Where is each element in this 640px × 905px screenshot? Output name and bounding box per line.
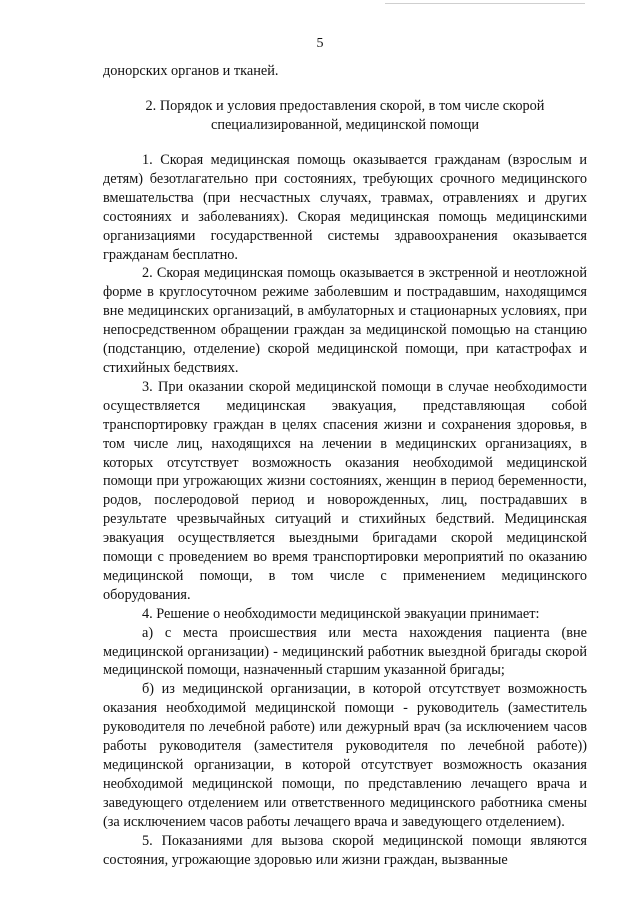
scan-edge-line [385, 3, 585, 4]
page-number: 5 [316, 36, 324, 51]
paragraph-1: 1. Скорая медицинская помощь оказывается гражданам (взрослым и детям) безотлагательно при состояниях, требующих срочного медицинского вмешательства (при несчастных случаях, травмах, отравлениях и других состояниях и заболеваниях). Скорая медицинская помощь медицинскими организациями государственной системы здравоохранения оказывается гражданам бесплатно. [103, 152, 587, 263]
paragraph-3: 3. При оказании скорой медицинской помощи в случае необходимости осуществляется медицинская эвакуация, представляющая собой транспортировку граждан в целях спасения жизни и сохранения здоровья, в том числе лиц, находящихся на лечении в медицинских организациях, в которых отсутствует возможность оказания необходимой медицинской помощи при угрожающих жизни состояниях, женщин в период беременности, родов, послеродовой период и новорожденных, лиц, пострадавших в результате чрезвычайных ситуаций и стихийных бедствий. Медицинская эвакуация осуществляется выездными бригадами скорой медицинской помощи с проведением во время транспортировки мероприятий по оказанию медицинской помощи, в том числе с применением медицинского оборудования. [103, 378, 587, 603]
continuation-text: донорских органов и тканей. [103, 63, 279, 79]
section-heading: 2. Порядок и условия предоставления скорой, в том числе скорой специализированной, медицинской помощи [145, 98, 545, 133]
paragraph-5: 5. Показаниями для вызова скорой медицинской помощи являются состояния, угрожающие здоровью или жизни граждан, вызванные [103, 832, 587, 868]
paragraph-4: 4. Решение о необходимости медицинской эвакуации принимает: [142, 605, 540, 622]
paragraph-2: 2. Скорая медицинская помощь оказывается в экстренной и неотложной форме в круглосуточном режиме заболевшим и пострадавшим, находящимся вне медицинских организаций, в амбулаторных и стационарных условиях, при непосредственном обращении граждан за медицинской помощью на станцию (подстанцию, отделение) скорой медицинской помощи, при катастрофах и стихийных бедствиях. [103, 265, 587, 376]
paragraph-4a: а) с места происшествия или места нахождения пациента (вне медицинской организации) - медицинский работник выездной бригады скорой медицинской помощи, назначенный старшим указанной бригады; [103, 624, 587, 679]
section-body [103, 151, 587, 869]
paragraph-4b: б) из медицинской организации, в которой отсутствует возможность оказания необходимой медицинской помощи - руководитель (заместитель руководителя по лечебной работе) или дежурный врач (за исключением часов работы руководителя (заместителя руководителя по лечебной работе)) медицинской организации, в которой отсутствует возможность оказания необходимой медицинской помощи, по представлению лечащего врача и заведующего отделением или ответственного медицинского работника смены (за исключением часов работы лечащего врача и заведующего отделением). [103, 681, 587, 830]
